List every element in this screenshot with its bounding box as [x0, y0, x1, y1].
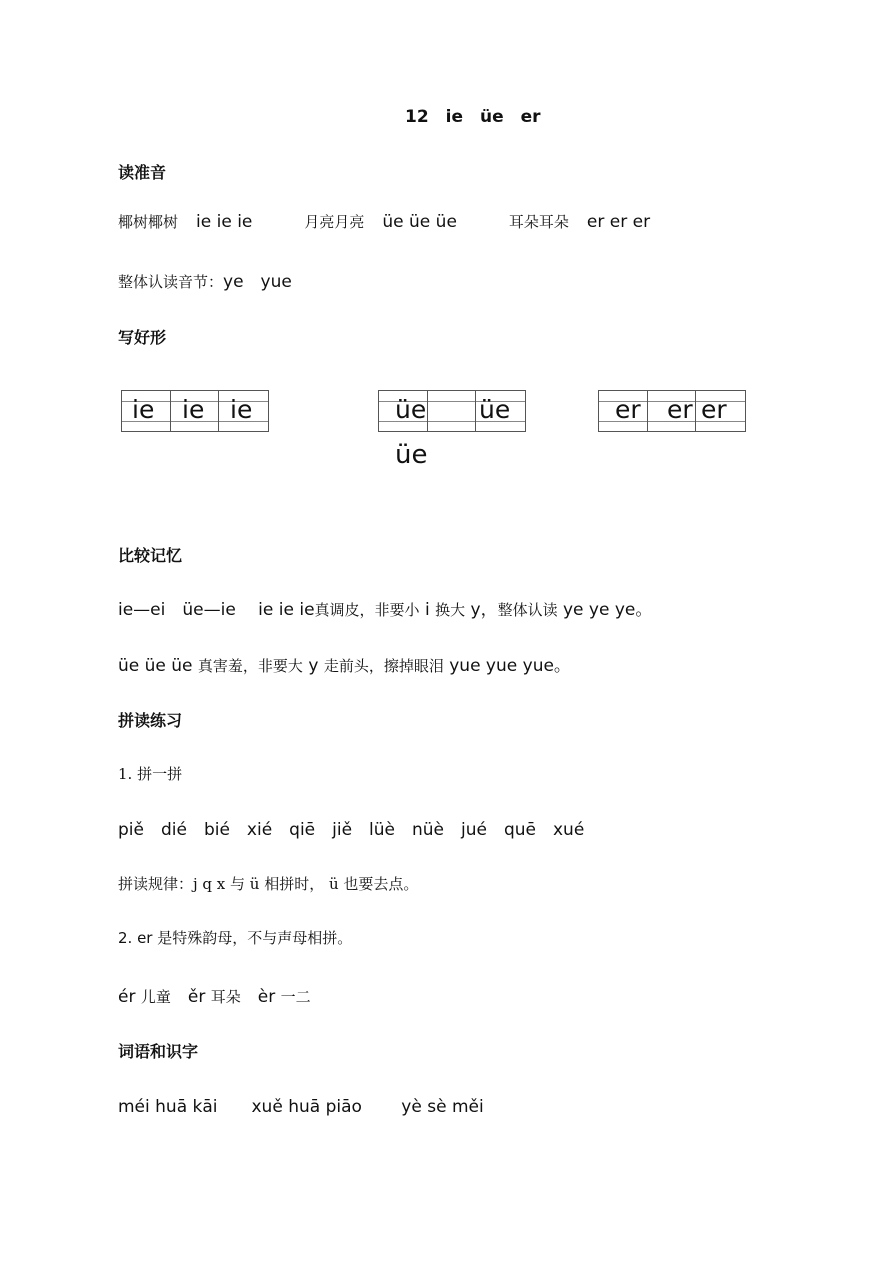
compare-1-g: ye ye ye。: [557, 600, 653, 620]
writing-grid-ue: [378, 390, 526, 432]
section-heading-practice: 拼读练习: [118, 711, 183, 730]
compare-1-a: ie—ei üe—ie ie ie ie: [118, 600, 315, 620]
compare-1-b: 真调皮，非要小: [314, 601, 420, 619]
read-py-2: üe üe üe: [382, 212, 457, 232]
read-line: [118, 211, 650, 232]
practice-rule: 拼读规律：j q x 与 ü 相拼时， ü 也要去点。: [118, 875, 419, 893]
practice-1-values: piě dié bié xié qiē jiě lüè nüè jué quē xué: [118, 820, 585, 840]
grid-ue-2: üe: [479, 395, 511, 424]
er-1-cn: 儿童: [140, 988, 171, 1006]
page-title: 12 ie üe er: [405, 107, 541, 127]
compare-1-e: y，: [465, 600, 498, 620]
practice-1-label: 1. 拼一拼: [118, 765, 183, 783]
grid-ue-overflow: üe: [395, 440, 428, 470]
er-2-cn: 耳朵: [210, 988, 241, 1006]
section-heading-compare: 比较记忆: [118, 546, 183, 565]
compare-line-1: [118, 595, 652, 620]
grid-ie-1: ie: [132, 395, 155, 424]
compare-2-b: 真害羞，非要大: [197, 657, 303, 675]
grid-er-2: er: [667, 395, 693, 424]
er-2-py: ěr: [170, 987, 211, 1007]
writing-grid-er: [598, 390, 746, 432]
er-3-cn: 一二: [280, 988, 311, 1006]
whole-syllable-line: [118, 267, 292, 292]
section-heading-write: 写好形: [118, 328, 167, 347]
compare-1-f: 整体认读: [497, 601, 558, 619]
compare-1-c: i: [419, 600, 436, 620]
whole-syllable-label: 整体认读音节：: [118, 273, 224, 291]
whole-syllable-values: ye yue: [223, 272, 292, 292]
writing-grid-ie: [121, 390, 269, 432]
grid-er-1: er: [615, 395, 641, 424]
read-py-3: er er er: [586, 212, 651, 232]
practice-2-text: 是特殊韵母，不与声母相拼。: [157, 929, 353, 947]
read-cn-3: 耳朵耳朵: [508, 213, 569, 231]
read-cn-1: 椰树椰树: [118, 213, 179, 231]
read-py-1: ie ie ie: [196, 212, 253, 232]
section-heading-words: 词语和识字: [118, 1042, 199, 1061]
grid-ie-2: ie: [182, 395, 205, 424]
compare-2-d: 走前头，擦掉眼泪: [323, 657, 444, 675]
compare-1-d: 换大: [435, 601, 466, 619]
practice-2-num: 2. er: [118, 929, 158, 947]
grid-er-3: er: [701, 395, 727, 424]
compare-line-2: [118, 651, 571, 676]
er-1-py: ér: [118, 987, 141, 1007]
section-heading-read: 读准音: [118, 163, 167, 182]
compare-2-c: y: [302, 656, 324, 676]
practice-2-line: [118, 927, 352, 948]
words-line: méi huā kāi xuě huā piāo yè sè měi: [118, 1097, 484, 1117]
grid-ie-3: ie: [230, 395, 253, 424]
grid-ue-1: üe: [395, 395, 427, 424]
er-words-line: [118, 982, 311, 1007]
compare-2-e: yue yue yue。: [443, 656, 571, 676]
read-cn-2: 月亮月亮: [304, 213, 365, 231]
er-3-py: èr: [240, 987, 281, 1007]
compare-2-a: üe üe üe: [118, 656, 198, 676]
